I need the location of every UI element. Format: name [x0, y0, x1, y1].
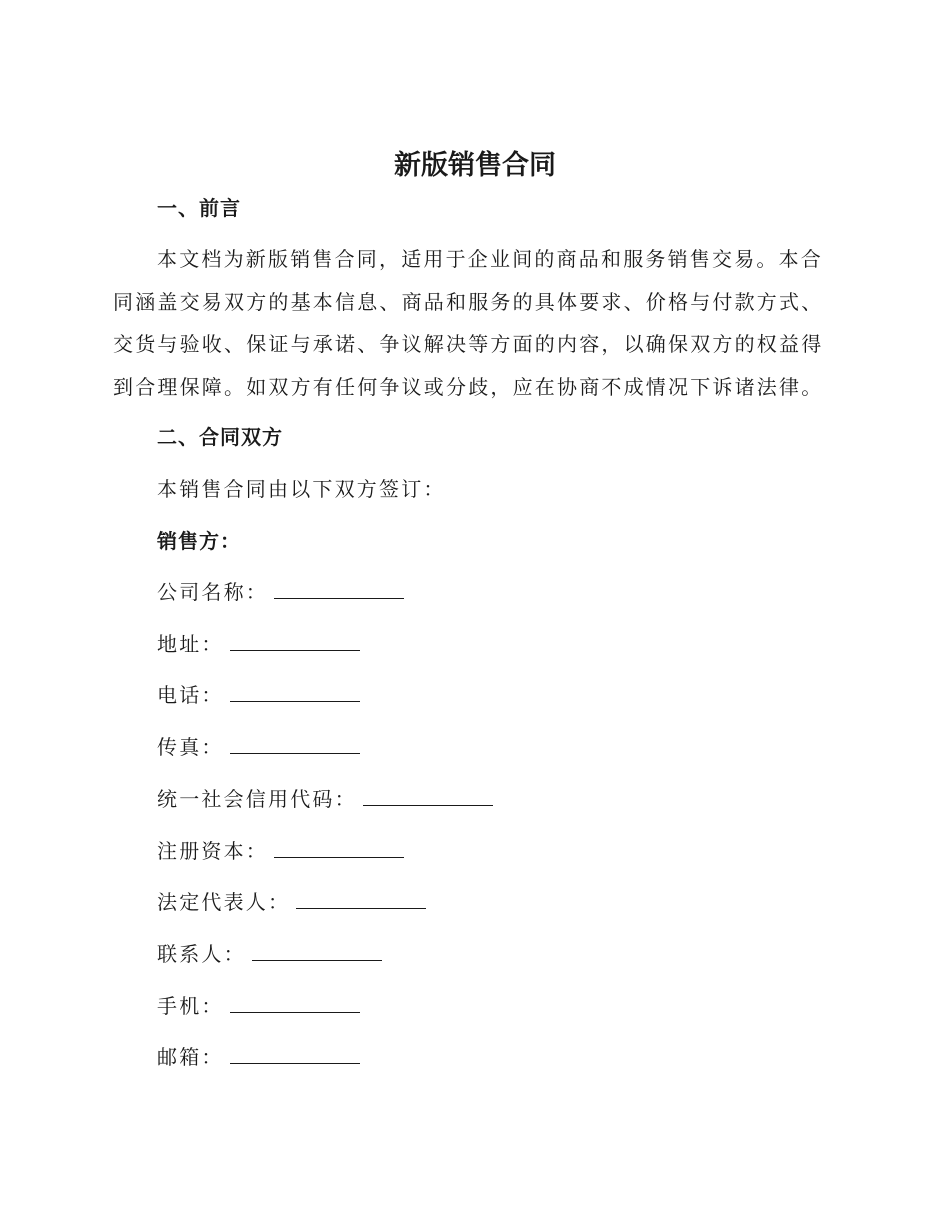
fill-blank[interactable]	[252, 942, 382, 961]
section-heading-parties: 二、合同双方	[157, 425, 283, 449]
field-label: 传真：	[157, 735, 224, 759]
field-company-name	[157, 578, 404, 606]
field-legal-representative	[157, 888, 426, 916]
fill-blank[interactable]	[363, 787, 493, 806]
field-label: 地址：	[157, 632, 224, 656]
parties-intro: 本销售合同由以下双方签订：	[157, 477, 446, 501]
field-phone	[157, 681, 360, 709]
section-heading-preface: 一、前言	[157, 196, 241, 220]
fill-blank[interactable]	[230, 994, 360, 1013]
field-label: 公司名称：	[157, 580, 268, 604]
fill-blank[interactable]	[274, 839, 404, 858]
field-address	[157, 630, 360, 658]
field-label: 手机：	[157, 994, 224, 1018]
field-label: 法定代表人：	[157, 890, 291, 914]
preface-paragraph: 本文档为新版销售合同，适用于企业间的商品和服务销售交易。本合同涵盖交易双方的基本信息、商品和服务的具体要求、价格与付款方式、交货与验收、保证与承诺、争议解决等方面的内容，以确保双方的权益得到合理保障。如双方有任何争议或分歧，应在协商不成情况下诉诸法律。	[113, 247, 824, 399]
document-title: 新版销售合同	[394, 150, 556, 181]
field-label: 电话：	[157, 683, 224, 707]
field-label: 邮箱：	[157, 1045, 224, 1069]
fill-blank[interactable]	[230, 683, 360, 702]
field-label: 联系人：	[157, 942, 246, 966]
fill-blank[interactable]	[230, 632, 360, 651]
fill-blank[interactable]	[296, 890, 426, 909]
field-label: 统一社会信用代码：	[157, 787, 357, 811]
fill-blank[interactable]	[230, 1045, 360, 1064]
field-registered-capital	[157, 837, 404, 865]
field-mobile	[157, 992, 360, 1020]
fill-blank[interactable]	[230, 735, 360, 754]
seller-label: 销售方：	[157, 529, 241, 553]
fill-blank[interactable]	[274, 580, 404, 599]
field-credit-code	[157, 785, 493, 813]
field-contact-person	[157, 940, 382, 968]
field-email	[157, 1043, 360, 1071]
field-label: 注册资本：	[157, 839, 268, 863]
field-fax	[157, 733, 360, 761]
